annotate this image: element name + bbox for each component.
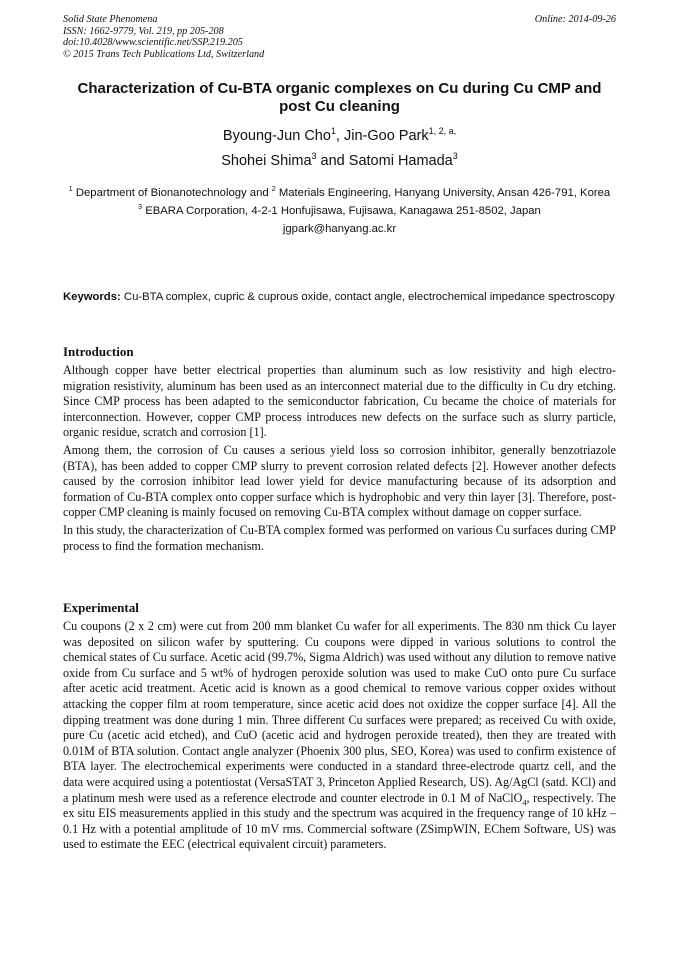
author-list	[63, 124, 616, 174]
author-affil-mark: 3	[452, 151, 458, 162]
subscript: 4	[522, 796, 527, 807]
author-name: Shohei Shima	[221, 153, 312, 169]
affil-mark: 2	[271, 186, 276, 194]
author-affil-mark: 3	[311, 151, 317, 162]
paragraph-text: , respectively. The ex situ EIS measurements applied in this study and the spectrum was acquired in the frequency range of 10 kHz – 0.1 Hz with a potential amplitude of 10 mV rms. Commercial software (ZSimpWIN, EChem Software, US) was used to estimate the EEC (electrical equivalent circuit) parameters.	[63, 790, 616, 852]
corresponding-email: jgpark@hanyang.ac.kr	[282, 223, 397, 235]
doi-line: doi:10.4028/www.scientific.net/SSP.219.205	[63, 37, 243, 49]
journal-name: Solid State Phenomena	[63, 14, 158, 25]
author-affil-mark: 1, 2, a,	[428, 126, 457, 137]
paragraph: Among them, the corrosion of Cu causes a serious yield loss so corrosion inhibitor, generally benzotriazole (BTA), has been added to copper CMP slurry to prevent corrosion related defects [2]. However another defects caused by the corrosion inhibitor lead lower yield for device manufacturing because of its adsorption and formation of Cu-BTA complex onto copper surface which is hydrophobic and very thin layer [3]. Therefore, post-copper CMP cleaning is mainly focused on removing Cu-BTA complex without damage on copper surface.	[63, 442, 616, 520]
keywords-label: Keywords:	[63, 291, 121, 303]
affiliation-line-1	[63, 186, 616, 201]
experimental-section	[63, 600, 616, 855]
affiliation-text: EBARA Corporation, 4-2-1 Honfujisawa, Fujisawa, Kanagawa 251-8502, Japan	[145, 205, 541, 217]
author-name: Byoung-Jun Cho	[222, 128, 331, 144]
paragraph: Although copper have better electrical properties than aluminum such as low resistivity and high electro-migration resistivity, aluminum has been used as an interconnect material due to the difficulty in Cu dry etching. Since CMP process has been adapted to the semiconductor fabrication, Cu became the choice of materials for interconnection. However, copper CMP process introduces new defects on the surface such as slurry particle, organic residue, scratch and corrosion [1].	[63, 363, 616, 440]
affiliation-text: Materials Engineering, Hanyang University, Ansan 426-791, Korea	[278, 187, 611, 199]
paragraph: In this study, the characterization of Cu-BTA complex formed was performed on various Cu surfaces during CMP process to find the formation mechanism.	[63, 522, 616, 553]
running-header	[63, 14, 616, 60]
affiliation-text: Department of Bionanotechnology and	[75, 187, 269, 199]
keywords	[63, 290, 616, 305]
author-line-1: Byoung-Jun Cho$^1$, Jin-Goo Park$^{1, 2, a,}$	[222, 126, 457, 144]
section-heading: Experimental	[63, 600, 139, 615]
affil-mark: 3	[138, 204, 143, 212]
introduction-section	[63, 344, 616, 556]
paper-title: Characterization of Cu-BTA organic complexes on Cu during Cu CMP and post Cu cleaning	[77, 80, 602, 115]
keywords-text: Cu-BTA complex, cupric & cuprous oxide, contact angle, electrochemical impedance spectroscopy	[123, 291, 615, 303]
author-conjunction: and	[320, 153, 345, 169]
section-heading: Introduction	[63, 344, 134, 359]
online-date: Online: 2014-09-26	[534, 14, 616, 25]
author-line-2	[63, 149, 616, 174]
author-name: Satomi Hamada	[348, 153, 453, 169]
paragraph	[63, 619, 616, 853]
paragraph-text: Cu coupons (2 x 2 cm) were cut from 200 mm blanket Cu wafer for all experiments. The 830 nm thick Cu layer was deposited on silicon wafer by sputtering. Cu coupons were dipped in various solutions to control the chemical states of Cu surface. Acetic acid (99.7%, Sigma Aldrich) was used without any dilution to remove native oxide from Cu surface and 5 wt% of hydrogen peroxide solution was used to make CuO onto pure Cu surface after acetic acid treatment. Acetic acid is known as a good chemical to remove various copper oxides without attacking the copper film at room temperature, since acetic acid does not oxidize the copper surface [4]. All the dipping treatment was done during 1 min. Three different Cu surfaces were prepared; as received Cu with oxide, pure Cu (acetic acid etched), and CuO (acetic acid and hydrogen peroxide treated), then they are treated with 0.01M of BTA solution. Contact angle analyzer (Phoenix 300 plus, SEO, Korea) was used to confirm existence of BTA layer. The electrochemical experiments were conducted in a standard three-electrode quartz cell, and the data were acquired using a potentiostat (VersaSTAT 3, Princeton Applied Research, US). Ag/AgCl (satd. KCl) and a platinum mesh were used as a reference electrode and counter electrode in 0.1 M of NaClO	[63, 619, 616, 805]
affiliation-line-2	[63, 204, 616, 219]
author-affil-mark: 1	[330, 126, 336, 137]
journal-info	[63, 14, 616, 60]
affiliations	[63, 186, 616, 240]
issn-line: ISSN: 1662-9779, Vol. 219, pp 205-208	[63, 25, 224, 37]
copyright-line: © 2015 Trans Tech Publications Ltd, Switzerland	[63, 48, 265, 60]
affil-mark: 1	[68, 186, 73, 194]
author-name: Jin-Goo Park	[343, 128, 429, 144]
